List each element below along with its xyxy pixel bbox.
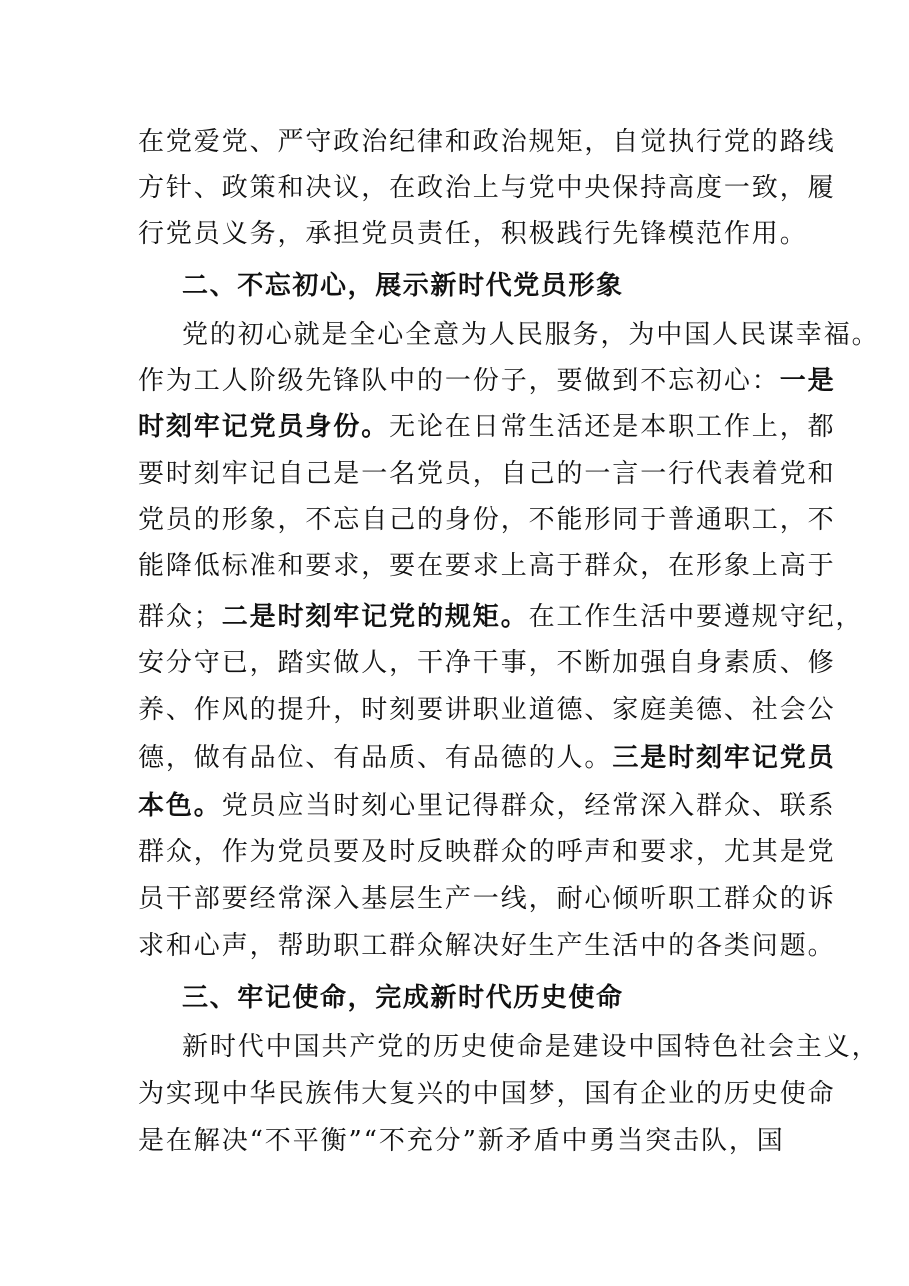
emphasis-text: 三是时刻牢记党员	[612, 743, 836, 773]
paragraph-line: 群众，作为党员要及时反映群众的呼声和要求，尤其是党	[138, 837, 836, 867]
paragraph-line: 党的初心就是全心全意为人民服务，为中国人民谋幸福。	[182, 320, 880, 350]
paragraph-line: 本色。党员应当时刻心里记得群众，经常深入群众、联系	[138, 791, 836, 821]
emphasis-text: 二是时刻牢记党的规矩。	[221, 602, 529, 632]
emphasis-text: 时刻牢记党员身份。	[138, 412, 390, 442]
paragraph-line: 行党员义务，承担党员责任，积极践行先锋模范作用。	[138, 219, 808, 249]
paragraph-line: 为实现中华民族伟大复兴的中国梦，国有企业的历史使命	[138, 1079, 836, 1109]
emphasis-text: 一是	[779, 366, 836, 396]
paragraph-line: 时刻牢记党员身份。无论在日常生活还是本职工作上，都	[138, 412, 836, 442]
paragraph-line: 员干部要经常深入基层生产一线，耐心倾听职工群众的诉	[138, 884, 836, 914]
paragraph-line: 方针、政策和决议，在政治上与党中央保持高度一致，履	[138, 173, 836, 203]
paragraph-line: 要时刻牢记自己是一名党员，自己的一言一行代表着党和	[138, 459, 836, 489]
section-heading: 二、不忘初心，展示新时代党员形象	[182, 271, 624, 301]
paragraph-line: 能降低标准和要求，要在要求上高于群众，在形象上高于	[138, 551, 836, 581]
paragraph-line: 党员的形象，不忘自己的身份，不能形同于普通职工，不	[138, 505, 836, 535]
paragraph-line: 在党爱党、严守政治纪律和政治规矩，自觉执行党的路线	[138, 127, 836, 157]
emphasis-text: 本色。	[138, 791, 222, 821]
paragraph-line: 求和心声，帮助职工群众解决好生产生活中的各类问题。	[138, 931, 836, 961]
section-heading: 三、牢记使命，完成新时代历史使命	[182, 983, 624, 1013]
paragraph-line: 德，做有品位、有品质、有品德的人。三是时刻牢记党员	[138, 743, 836, 773]
paragraph-line: 养、作风的提升，时刻要讲职业道德、家庭美德、社会公	[138, 695, 836, 725]
paragraph-line: 群众；二是时刻牢记党的规矩。在工作生活中要遵规守纪，	[138, 602, 864, 632]
paragraph-line: 安分守已，踏实做人，干净干事，不断加强自身素质、修	[138, 648, 836, 678]
paragraph-line: 新时代中国共产党的历史使命是建设中国特色社会主义，	[182, 1032, 880, 1062]
paragraph-line: 是在解决“不平衡”“不充分”新矛盾中勇当突击队，国	[138, 1126, 785, 1156]
paragraph-line: 作为工人阶级先锋队中的一份子，要做到不忘初心：一是	[138, 366, 836, 396]
